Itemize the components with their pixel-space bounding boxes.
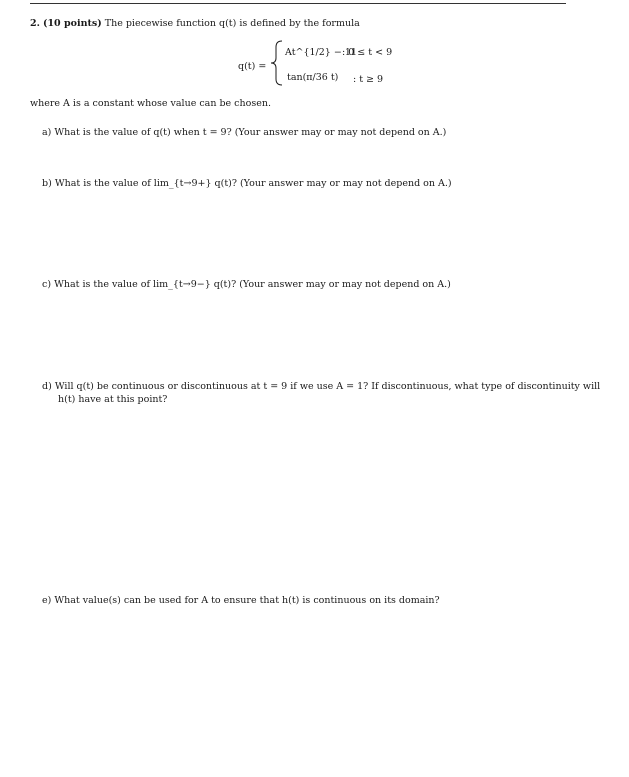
part-c	[42, 279, 451, 290]
part-d-text: Will q(t) be continuous or discontinuous at t = 9 if we use A = 1? If discontinuous, what type of discontinuity will h(t) have at this point?	[54, 381, 601, 405]
part-c-text: What is the value of lim_{t→9−} q(t)? (Your answer may or may not depend on A.)	[54, 279, 451, 290]
part-b-text: What is the value of lim_{t→9+} q(t)? (Your answer may or may not depend on A.)	[54, 178, 452, 189]
problem-number: 2.	[30, 18, 40, 29]
part-e-text: What value(s) can be used for A to ensure that h(t) is continuous on its domain?	[54, 595, 440, 606]
problem-intro: The piecewise function q(t) is defined by the formula	[104, 18, 360, 29]
part-e-label: e)	[42, 595, 52, 606]
problem-points: (10 points)	[42, 18, 102, 29]
case2-expr: tan(π/36 t)	[287, 72, 339, 83]
where-text: where A is a constant whose value can be chosen.	[30, 98, 271, 109]
case1-expr: At^{1/2} − 11	[285, 47, 357, 58]
case2-cond: : t ≥ 9	[353, 74, 384, 85]
part-b-label: b)	[42, 178, 52, 189]
case1-cond: : 0 ≤ t < 9	[342, 47, 393, 58]
part-d	[42, 380, 612, 406]
part-d-label: d)	[42, 381, 52, 392]
part-c-label: c)	[42, 279, 52, 290]
part-e	[42, 595, 440, 606]
function-lhs: q(t) =	[238, 61, 267, 72]
part-a	[42, 127, 446, 138]
problem-heading	[30, 18, 360, 29]
part-a-text: What is the value of q(t) when t = 9? (Your answer may or may not depend on A.)	[54, 127, 447, 138]
left-brace	[270, 40, 284, 86]
part-a-label: a)	[42, 127, 52, 138]
part-b	[42, 178, 452, 189]
top-rule	[30, 3, 566, 4]
